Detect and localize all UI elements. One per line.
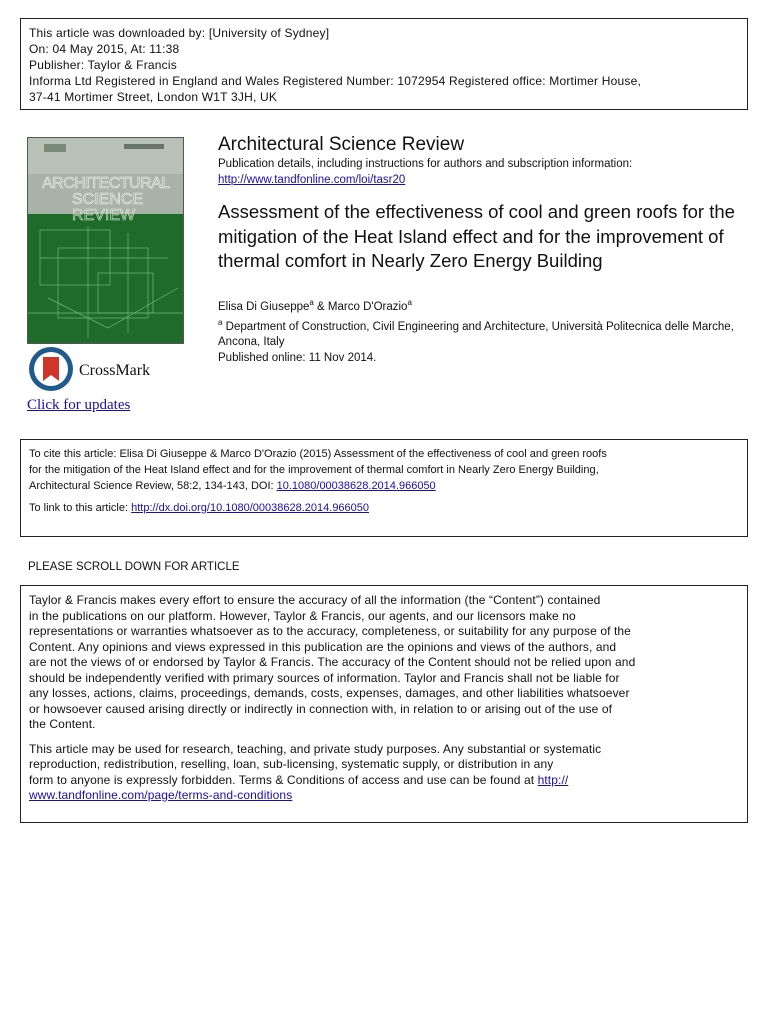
terms-link-part1[interactable]: http:// xyxy=(537,772,569,787)
crossmark-badge[interactable] xyxy=(27,347,150,395)
citation-line: for the mitigation of the Heat Island effect and for the improvement of thermal comfort in Nearly Zero Energy Building, xyxy=(29,464,599,476)
article-title: Assessment of the effectiveness of cool and green roofs for the mitigation of the Heat Island effect and for the improvement of thermal comfort in Nearly Zero Energy Building xyxy=(218,201,735,271)
affiliation-marker: a xyxy=(407,298,412,308)
citation-line xyxy=(29,478,739,494)
terms-and-conditions-link[interactable]: www.tandfonline.com/page/terms-and-conditions xyxy=(29,788,293,802)
usage-line xyxy=(29,788,739,804)
citation-source: Architectural Science Review, 58:2, 134-143, DOI: xyxy=(29,480,277,492)
published-online: Published online: 11 Nov 2014. xyxy=(218,352,377,364)
disclaimer-box xyxy=(20,585,748,823)
crossmark-icon xyxy=(27,345,75,398)
citation-box xyxy=(20,439,748,537)
download-info-box xyxy=(20,18,748,110)
usage-line: This article may be used for research, teaching, and private study purposes. Any substantial or systematic xyxy=(29,741,602,756)
author-name: Elisa Di Giuseppe xyxy=(218,301,310,313)
disclaimer-line: are not the views of or endorsed by Taylor & Francis. The accuracy of the Content should not be relied upon and xyxy=(29,655,636,669)
affiliation xyxy=(218,320,738,350)
cover-title-line2: SCIENCE xyxy=(72,191,144,208)
affiliation-marker: a xyxy=(309,298,314,308)
download-info-line: On: 04 May 2015, At: 11:38 xyxy=(29,42,180,56)
click-for-updates-link[interactable]: Click for updates xyxy=(27,397,131,413)
download-info-line: Publisher: Taylor & Francis xyxy=(29,58,177,72)
cover-title-line3: REVIEW xyxy=(72,207,136,224)
disclaimer-line: or howsoever caused arising directly or indirectly in connection with, in relation to or arising out of the use of xyxy=(29,701,613,716)
usage-line: reproduction, redistribution, reselling, loan, sub-licensing, systematic supply, or distribution in any xyxy=(29,757,554,771)
scroll-down-notice: PLEASE SCROLL DOWN FOR ARTICLE xyxy=(28,561,240,573)
crossmark-label: CrossMark xyxy=(79,362,151,379)
usage-line xyxy=(29,773,739,789)
disclaimer-line: in the publications on our platform. However, Taylor & Francis, our agents, and our licensors make no xyxy=(29,608,576,623)
journal-title: Architectural Science Review xyxy=(218,134,465,155)
citation-line: To cite this article: Elisa Di Giuseppe & Marco D'Orazio (2015) Assessment of the effectiveness of cool and green roofs xyxy=(29,448,607,460)
author-name: Marco D'Orazio xyxy=(327,301,408,313)
publication-details: Publication details, including instructions for authors and subscription information: xyxy=(218,158,633,170)
journal-url-link[interactable]: http://www.tandfonline.com/loi/tasr20 xyxy=(218,174,406,186)
download-info-line: 37-41 Mortimer Street, London W1T 3JH, UK xyxy=(29,90,278,104)
download-info-line: This article was downloaded by: [University of Sydney] xyxy=(29,26,330,40)
disclaimer-line: Taylor & Francis makes every effort to ensure the accuracy of all the information (the “Content”) contained xyxy=(29,593,601,607)
disclaimer-line: Content. Any opinions and views expressed in this publication are the opinions and views of the authors, and xyxy=(29,639,617,654)
disclaimer-line: the Content. xyxy=(29,717,96,731)
article-link-url[interactable]: http://dx.doi.org/10.1080/00038628.2014.966050 xyxy=(131,502,370,514)
doi-link[interactable]: 10.1080/00038628.2014.966050 xyxy=(276,480,436,492)
download-info-line: Informa Ltd Registered in England and Wales Registered Number: 1072954 Registered office: Mortimer House, xyxy=(29,74,641,88)
authors xyxy=(218,300,412,315)
author-separator: & xyxy=(313,301,328,313)
disclaimer-line: representations or warranties whatsoever as to the accuracy, completeness, or suitability for any purpose of the xyxy=(29,624,631,638)
journal-cover-image xyxy=(27,137,184,344)
disclaimer-line: any losses, actions, claims, proceedings, demands, costs, expenses, damages, and other liabilities whatsoever xyxy=(29,686,630,700)
affiliation-marker: a xyxy=(218,318,223,328)
cover-title-line1: ARCHITECTURAL xyxy=(42,175,170,192)
usage-text: form to anyone is expressly forbidden. Terms & Conditions of access and use can be found at xyxy=(29,772,538,787)
article-link-label: To link to this article: xyxy=(29,502,132,514)
article-link-line xyxy=(29,500,739,516)
affiliation-text: Department of Construction, Civil Engineering and Architecture, Università Politecnica delle Marche, Ancona, Italy xyxy=(218,321,734,348)
disclaimer-line: should be independently verified with primary sources of information. Taylor and Francis shall not be liable for xyxy=(29,670,620,685)
